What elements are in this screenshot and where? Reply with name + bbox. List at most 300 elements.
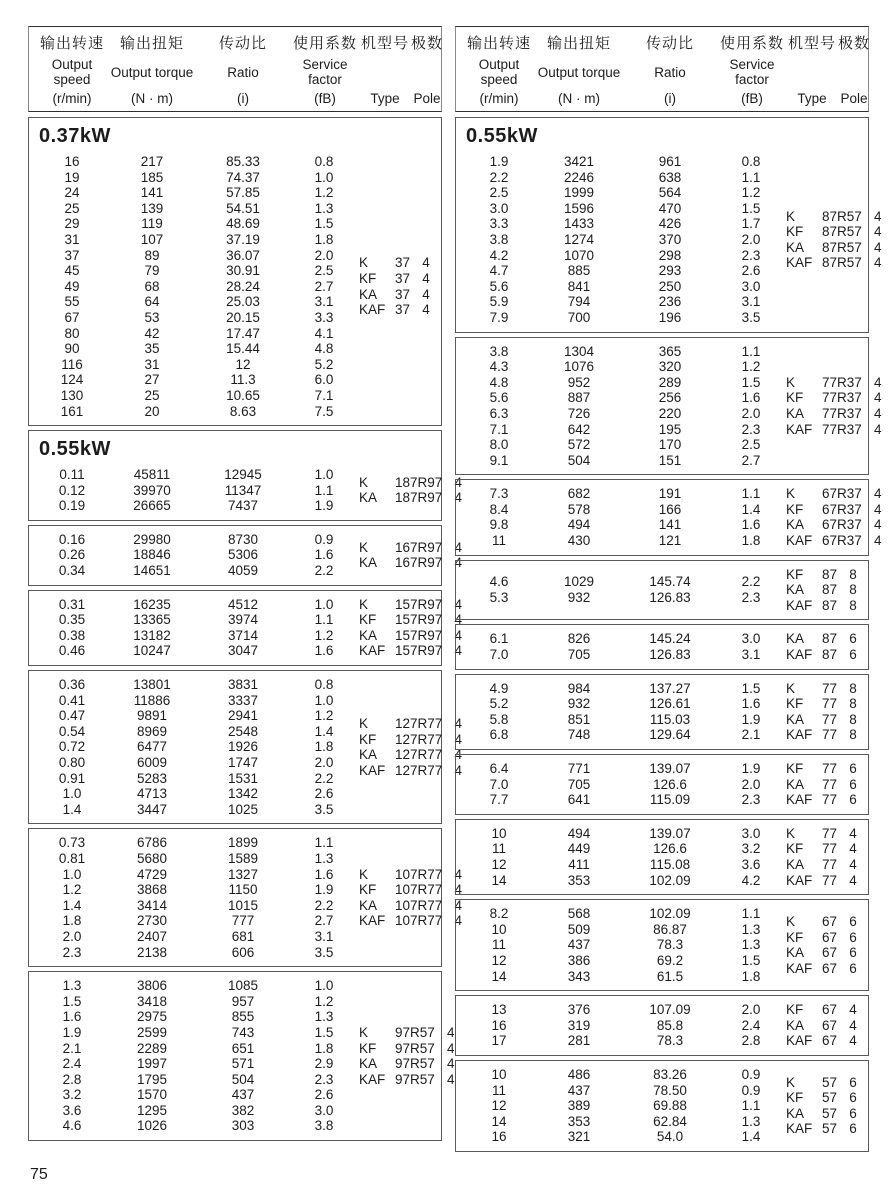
output-speed-value: 2.3 xyxy=(62,944,82,960)
type-row xyxy=(786,422,888,438)
table-row xyxy=(464,453,786,469)
ratio-value: 220 xyxy=(658,405,682,421)
output-speed-value: 9.8 xyxy=(489,517,509,533)
block-content xyxy=(37,677,463,817)
output-speed-value: 5.8 xyxy=(489,711,509,727)
output-speed-value: 4.3 xyxy=(489,359,509,375)
type-prefix: KAF xyxy=(786,727,813,743)
table-row xyxy=(464,1129,786,1145)
ratio-value: 196 xyxy=(658,309,682,325)
output-torque-value: 13182 xyxy=(133,627,171,643)
header-label-cn: 极数 xyxy=(411,35,444,52)
output-speed-value: 4.9 xyxy=(489,680,509,696)
table-row xyxy=(464,502,786,518)
type-row xyxy=(359,1041,467,1057)
type-model: 77 xyxy=(822,776,838,792)
pole-value: 4 xyxy=(874,224,882,240)
type-row xyxy=(786,240,888,256)
table-row xyxy=(464,310,786,326)
type-prefix: KF xyxy=(786,390,804,406)
table-row xyxy=(464,216,786,232)
ratio-value: 126.83 xyxy=(649,590,691,606)
output-torque-value: 1274 xyxy=(563,231,595,247)
service-factor-value: 1.1 xyxy=(741,1098,761,1114)
service-factor-value: 2.2 xyxy=(314,563,334,579)
type-model: 77R37 xyxy=(822,405,862,421)
header-cell xyxy=(37,32,107,106)
output-speed-value: 14 xyxy=(491,872,507,888)
output-speed-value: 8.2 xyxy=(489,906,509,922)
ratio-value: 145.24 xyxy=(649,631,691,647)
header-unit: (fB) xyxy=(314,91,336,106)
ratio-value: 320 xyxy=(658,359,682,375)
table-row xyxy=(464,922,786,938)
ratio-value: 54.0 xyxy=(656,1129,684,1145)
output-torque-value: 748 xyxy=(567,727,591,743)
type-model: 57 xyxy=(822,1121,838,1137)
service-factor-value: 0.9 xyxy=(741,1082,761,1098)
output-torque-value: 9891 xyxy=(136,708,168,724)
pole-value: 4 xyxy=(874,517,882,533)
header-unit: (N · m) xyxy=(131,91,173,106)
ratio-value: 85.33 xyxy=(226,154,260,169)
header-label-cn: 传动比 xyxy=(645,35,694,52)
output-torque-value: 952 xyxy=(567,374,591,390)
header-label-en: Service factor xyxy=(302,57,348,87)
data-rows xyxy=(37,467,359,514)
table-row xyxy=(37,532,359,548)
table-row xyxy=(37,170,359,186)
table-row xyxy=(37,612,359,628)
type-model: 157R97 xyxy=(395,643,443,659)
table-row xyxy=(464,727,786,743)
output-speed-value: 8.4 xyxy=(489,501,509,517)
service-factor-value: 1.8 xyxy=(314,739,334,755)
service-factor-value: 1.2 xyxy=(314,627,334,643)
type-prefix: KF xyxy=(786,696,804,712)
pole-value: 4 xyxy=(849,1033,857,1049)
output-torque-value: 1304 xyxy=(563,343,595,359)
pole-value: 8 xyxy=(849,696,857,712)
output-speed-value: 0.31 xyxy=(58,596,86,612)
header-label-en: Output torque xyxy=(110,64,194,80)
type-row xyxy=(786,647,869,663)
table-row xyxy=(37,867,359,883)
type-prefix: KF xyxy=(786,1090,804,1106)
ratio-value: 57.85 xyxy=(226,185,260,201)
output-speed-value: 2.8 xyxy=(62,1071,82,1087)
service-factor-value: 1.0 xyxy=(314,596,334,612)
type-prefix: KAF xyxy=(786,1033,813,1049)
pole-value: 4 xyxy=(422,302,430,318)
output-torque-value: 141 xyxy=(140,185,164,201)
type-row xyxy=(786,1121,869,1137)
type-list xyxy=(786,486,888,548)
service-factor-value: 3.1 xyxy=(741,647,761,663)
output-torque-value: 2975 xyxy=(136,1009,168,1025)
type-model: 167R97 xyxy=(395,555,443,571)
output-torque-value: 5283 xyxy=(136,770,168,786)
service-factor-value: 1.6 xyxy=(314,547,334,563)
pole-value: 4 xyxy=(849,825,857,841)
output-speed-value: 12 xyxy=(491,952,507,968)
output-speed-value: 4.2 xyxy=(489,247,509,263)
table-row xyxy=(37,882,359,898)
ratio-value: 126.61 xyxy=(649,696,691,712)
type-prefix: KAF xyxy=(786,792,813,808)
type-row xyxy=(786,1075,869,1091)
ratio-value: 11.3 xyxy=(230,372,256,388)
output-torque-value: 18846 xyxy=(133,547,171,563)
service-factor-value: 2.7 xyxy=(741,452,761,468)
type-prefix: KA xyxy=(359,490,378,506)
type-list xyxy=(359,1025,467,1087)
pole-value: 6 xyxy=(849,1074,857,1090)
table-row xyxy=(37,1041,359,1057)
header-unit: (N · m) xyxy=(558,91,600,106)
ratio-value: 54.51 xyxy=(226,200,260,216)
type-row xyxy=(786,930,869,946)
type-row xyxy=(786,209,888,225)
type-model: 77 xyxy=(822,727,838,743)
output-speed-value: 10 xyxy=(491,921,507,937)
output-torque-value: 841 xyxy=(567,278,591,294)
ratio-value: 8730 xyxy=(227,531,259,547)
ratio-value: 437 xyxy=(231,1087,255,1103)
ratio-value: 195 xyxy=(658,421,682,437)
service-factor-value: 1.8 xyxy=(741,968,761,984)
output-torque-value: 68 xyxy=(144,278,160,294)
output-torque-value: 682 xyxy=(567,486,591,502)
type-prefix: KA xyxy=(786,945,805,961)
type-model: 67 xyxy=(822,1002,838,1018)
data-rows xyxy=(464,906,786,984)
service-factor-value: 3.0 xyxy=(314,1102,334,1118)
service-factor-value: 0.9 xyxy=(741,1066,761,1082)
ratio-value: 1926 xyxy=(227,739,259,755)
service-factor-value: 2.7 xyxy=(314,913,334,929)
output-torque-value: 430 xyxy=(567,533,591,549)
table-row xyxy=(464,777,786,793)
service-factor-value: 3.5 xyxy=(314,944,334,960)
data-block xyxy=(455,754,869,815)
table-row xyxy=(37,643,359,659)
output-speed-value: 17 xyxy=(491,1033,507,1049)
output-speed-value: 49 xyxy=(64,278,80,294)
table-row xyxy=(37,388,359,404)
data-rows xyxy=(464,574,786,605)
type-prefix: KA xyxy=(359,286,378,302)
type-prefix: K xyxy=(359,255,369,271)
table-row xyxy=(37,771,359,787)
header-label-en: Ratio xyxy=(654,64,686,80)
output-torque-value: 1295 xyxy=(136,1102,168,1118)
type-prefix: KAF xyxy=(786,421,813,437)
output-speed-value: 80 xyxy=(64,325,80,341)
table-row xyxy=(464,279,786,295)
block-content xyxy=(464,1067,864,1145)
table-row xyxy=(37,263,359,279)
service-factor-value: 1.1 xyxy=(741,486,761,502)
table-row xyxy=(37,232,359,248)
output-torque-value: 319 xyxy=(567,1017,591,1033)
service-factor-value: 1.0 xyxy=(314,467,334,483)
type-list xyxy=(786,914,869,976)
type-model: 77R37 xyxy=(822,390,862,406)
data-block xyxy=(455,1060,869,1152)
data-rows xyxy=(37,532,359,579)
output-speed-value: 1.9 xyxy=(62,1024,82,1040)
pole-value: 4 xyxy=(447,1056,455,1072)
table-row xyxy=(464,1098,786,1114)
data-rows xyxy=(464,681,786,743)
table-row xyxy=(37,755,359,771)
service-factor-value: 2.5 xyxy=(741,437,761,453)
service-factor-value: 1.5 xyxy=(741,200,761,216)
ratio-value: 957 xyxy=(231,993,255,1009)
data-rows xyxy=(464,761,786,808)
output-speed-value: 10 xyxy=(491,825,507,841)
service-factor-value: 0.8 xyxy=(314,677,334,693)
type-model: 37 xyxy=(395,270,411,286)
type-model: 77 xyxy=(822,696,838,712)
header-label-en: Pole xyxy=(840,91,868,106)
type-row xyxy=(786,567,869,583)
type-model: 77 xyxy=(822,761,838,776)
data-block xyxy=(28,971,455,1141)
service-factor-value: 1.5 xyxy=(741,952,761,968)
service-factor-value: 4.2 xyxy=(741,872,761,888)
type-model: 77R37 xyxy=(822,374,862,390)
output-speed-value: 130 xyxy=(60,387,84,403)
output-torque-value: 107 xyxy=(140,231,164,247)
header-label-cn: 输出转速 xyxy=(39,35,104,52)
output-speed-value: 0.81 xyxy=(58,850,86,866)
output-torque-value: 4713 xyxy=(136,786,168,802)
table-row xyxy=(37,357,359,373)
pole-value: 4 xyxy=(874,405,882,421)
ratio-value: 78.50 xyxy=(653,1082,687,1098)
service-factor-value: 1.5 xyxy=(741,680,761,696)
service-factor-value: 3.1 xyxy=(741,294,761,310)
output-speed-value: 6.3 xyxy=(489,405,509,421)
block-content xyxy=(464,154,882,326)
type-model: 37 xyxy=(395,302,411,318)
ratio-value: 777 xyxy=(231,913,255,929)
output-torque-value: 449 xyxy=(567,841,591,857)
type-row xyxy=(786,255,888,271)
ratio-value: 4512 xyxy=(227,596,259,612)
output-speed-value: 1.9 xyxy=(489,154,509,169)
ratio-value: 1015 xyxy=(227,897,259,913)
output-speed-value: 0.26 xyxy=(58,547,86,563)
type-prefix: KAF xyxy=(359,643,386,659)
output-speed-value: 45 xyxy=(64,263,80,279)
ratio-value: 303 xyxy=(231,1118,255,1134)
type-prefix: KAF xyxy=(359,913,386,929)
output-speed-value: 116 xyxy=(61,356,83,372)
type-list xyxy=(786,1075,869,1137)
output-speed-value: 0.34 xyxy=(58,563,86,579)
data-rows xyxy=(37,154,359,419)
service-factor-value: 2.2 xyxy=(314,770,334,786)
table-row xyxy=(464,517,786,533)
output-speed-value: 3.2 xyxy=(62,1087,82,1103)
pole-value: 4 xyxy=(874,501,882,517)
table-row xyxy=(37,994,359,1010)
pole-value: 6 xyxy=(849,1105,857,1121)
service-factor-value: 1.1 xyxy=(314,612,334,628)
ratio-value: 1025 xyxy=(227,801,259,817)
service-factor-value: 2.8 xyxy=(741,1033,761,1049)
output-torque-value: 641 xyxy=(567,792,591,808)
output-torque-value: 139 xyxy=(140,200,164,216)
output-torque-value: 578 xyxy=(567,501,591,517)
type-prefix: KA xyxy=(786,1017,805,1033)
service-factor-value: 1.1 xyxy=(741,343,761,359)
ratio-value: 3337 xyxy=(227,692,259,708)
type-model: 77 xyxy=(822,711,838,727)
header-label-cn: 机型号 xyxy=(788,35,837,52)
block-content xyxy=(464,486,882,549)
output-torque-value: 29980 xyxy=(133,531,171,547)
table-row xyxy=(37,1087,359,1103)
service-factor-value: 0.8 xyxy=(741,154,761,169)
output-torque-value: 2407 xyxy=(136,928,168,944)
ratio-value: 83.26 xyxy=(653,1066,687,1082)
pole-value: 4 xyxy=(874,239,882,255)
ratio-value: 12945 xyxy=(224,467,262,483)
output-torque-value: 42 xyxy=(144,325,160,341)
table-row xyxy=(464,590,786,606)
table-row xyxy=(464,873,786,889)
service-factor-value: 3.2 xyxy=(741,841,761,857)
service-factor-value: 1.5 xyxy=(314,216,334,232)
type-list xyxy=(786,1002,869,1049)
ratio-value: 166 xyxy=(658,501,682,517)
type-prefix: K xyxy=(359,596,369,612)
output-torque-value: 726 xyxy=(567,405,591,421)
output-speed-value: 5.2 xyxy=(489,696,509,712)
pole-value: 4 xyxy=(849,841,857,857)
service-factor-value: 2.6 xyxy=(741,263,761,279)
pole-value: 4 xyxy=(454,897,463,913)
pole-value: 4 xyxy=(874,486,882,502)
pole-value: 4 xyxy=(454,490,463,506)
output-torque-value: 119 xyxy=(141,216,163,232)
type-row xyxy=(786,914,869,930)
service-factor-value: 1.0 xyxy=(314,978,334,994)
type-prefix: K xyxy=(786,1074,796,1090)
type-model: 37 xyxy=(395,286,411,302)
pole-value: 4 xyxy=(849,1002,857,1018)
table-row xyxy=(464,841,786,857)
header-label-cn: 使用系数 xyxy=(719,35,784,52)
block-content xyxy=(37,531,463,579)
ratio-value: 7437 xyxy=(227,498,259,514)
output-torque-value: 35 xyxy=(144,341,160,357)
service-factor-value: 2.0 xyxy=(314,755,334,770)
type-model: 67R37 xyxy=(822,533,862,549)
output-torque-value: 6477 xyxy=(136,739,168,755)
header-label-en: Service factor xyxy=(729,57,775,87)
output-speed-value: 0.73 xyxy=(58,835,86,851)
type-row xyxy=(786,1090,869,1106)
table-row xyxy=(37,1056,359,1072)
pole-value: 4 xyxy=(849,856,857,872)
type-model: 57 xyxy=(822,1090,838,1106)
table-row xyxy=(37,294,359,310)
output-speed-value: 67 xyxy=(64,309,80,325)
pole-value: 4 xyxy=(447,1024,455,1040)
type-prefix: K xyxy=(786,913,796,929)
service-factor-value: 3.5 xyxy=(741,309,761,325)
service-factor-value: 1.3 xyxy=(741,921,761,937)
data-rows xyxy=(37,677,359,817)
output-speed-value: 19 xyxy=(64,169,80,185)
type-row xyxy=(786,777,869,793)
table-row xyxy=(37,1009,359,1025)
ratio-value: 15.44 xyxy=(226,341,260,357)
ratio-value: 12 xyxy=(235,356,251,372)
type-row xyxy=(786,502,888,518)
output-torque-value: 13365 xyxy=(133,612,171,628)
output-torque-value: 851 xyxy=(567,711,591,727)
output-speed-value: 5.3 xyxy=(489,590,509,606)
type-row xyxy=(786,792,869,808)
table-row xyxy=(464,574,786,590)
service-factor-value: 1.9 xyxy=(741,761,761,776)
ratio-value: 3047 xyxy=(227,643,259,659)
output-speed-value: 7.9 xyxy=(489,309,509,325)
service-factor-value: 2.9 xyxy=(314,1056,334,1072)
output-speed-value: 12 xyxy=(491,1098,507,1114)
table-row xyxy=(37,945,359,961)
ratio-value: 102.09 xyxy=(649,872,691,888)
type-row xyxy=(786,841,869,857)
service-factor-value: 2.3 xyxy=(741,247,761,263)
block-content xyxy=(464,906,864,984)
output-speed-value: 10 xyxy=(491,1066,507,1082)
output-speed-value: 11 xyxy=(491,937,506,953)
output-speed-value: 16 xyxy=(491,1017,507,1033)
type-list xyxy=(359,255,442,317)
table-row xyxy=(464,1033,786,1049)
ratio-value: 504 xyxy=(231,1071,255,1087)
service-factor-value: 2.0 xyxy=(741,405,761,421)
type-prefix: KAF xyxy=(786,533,813,549)
ratio-value: 1085 xyxy=(227,978,259,994)
service-factor-value: 1.4 xyxy=(741,1129,761,1145)
table-row xyxy=(464,1114,786,1130)
table-row xyxy=(37,547,359,563)
service-factor-value: 1.2 xyxy=(314,185,334,201)
ratio-value: 3714 xyxy=(227,627,259,643)
header-cell xyxy=(289,32,361,106)
table-row xyxy=(464,248,786,264)
type-model: 107R77 xyxy=(395,882,443,898)
table-row xyxy=(37,279,359,295)
service-factor-value: 2.2 xyxy=(741,574,761,590)
output-speed-value: 12 xyxy=(491,856,507,872)
header-cell xyxy=(836,32,872,106)
type-row xyxy=(359,302,442,318)
output-torque-value: 642 xyxy=(567,421,591,437)
type-prefix: KF xyxy=(786,841,804,857)
pole-value: 8 xyxy=(849,566,857,582)
header-cell xyxy=(409,32,445,106)
output-torque-value: 4729 xyxy=(136,866,168,882)
